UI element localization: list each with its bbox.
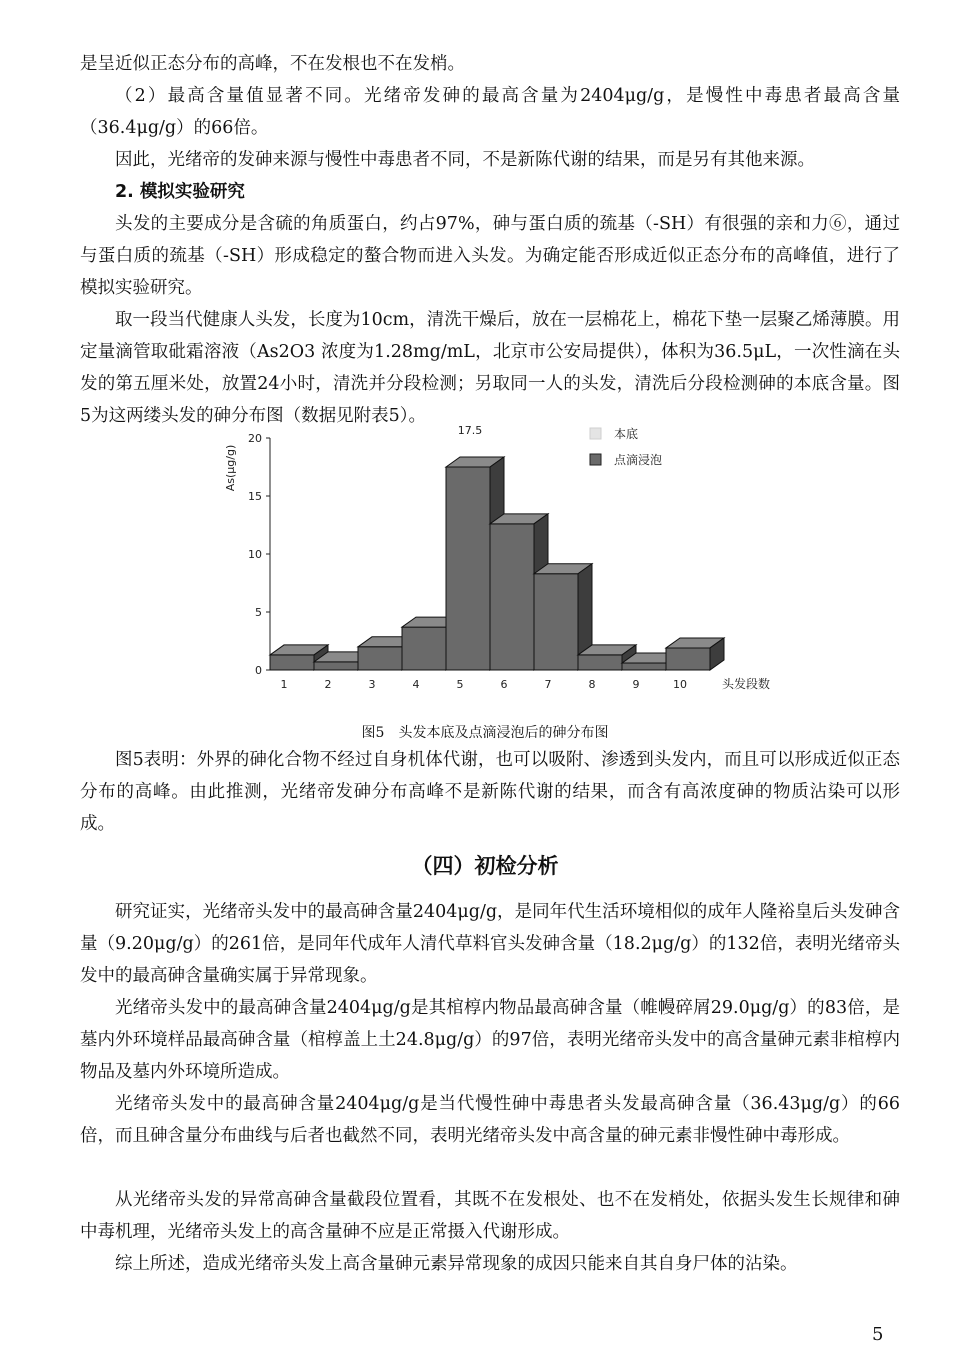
legend-label: 本底	[614, 427, 639, 441]
x-tick-label: 1	[280, 678, 288, 691]
paragraph-2: （2）最高含量值显著不同。光绪帝发砷的最高含量为2404μg/g，是慢性中毒患者最高含量（36.4μg/g）的66倍。	[80, 86, 900, 138]
x-tick-label: 3	[368, 678, 376, 691]
x-tick-label: 9	[632, 678, 640, 691]
paragraph-11: 综上所述，造成光绪帝头发上高含量砷元素异常现象的成因只能来自其自身尸体的沾染。	[115, 1254, 798, 1274]
bar-front	[534, 574, 578, 670]
bar-front	[402, 627, 446, 670]
bar-front	[666, 648, 710, 670]
y-tick-label: 0	[255, 664, 262, 677]
subheading-simulation: 2. 模拟实验研究	[115, 182, 245, 202]
bar-front	[446, 467, 490, 670]
bar-front	[314, 662, 358, 670]
paragraph-8: 光绪帝头发中的最高砷含量2404μg/g是其棺椁内物品最高砷含量（帷幔碎屑29.0μg/g）的83倍，是墓内外环境样品最高砷含量（棺椁盖上土24.8μg/g）的97倍，表明光绪帝头发中的高含量砷元素非棺椁内物品及墓内外环境所造成。	[80, 998, 900, 1082]
paragraph-10: 从光绪帝头发的异常高砷含量截段位置看，其既不在发根处、也不在发梢处，依据头发生长规律和砷中毒机理，光绪帝头发上的高含量砷不应是正常摄入代谢形成。	[80, 1190, 900, 1242]
bar-front	[270, 655, 314, 670]
y-tick-label: 15	[248, 490, 262, 503]
bar-front	[358, 647, 402, 670]
x-tick-label: 2	[324, 678, 332, 691]
bar-front	[490, 524, 534, 670]
bar	[666, 638, 724, 670]
y-tick-label: 20	[248, 432, 262, 445]
x-axis-label: 头发段数	[722, 677, 771, 691]
paragraph-5: 取一段当代健康人头发，长度为10cm，清洗干燥后，放在一层棉花上，棉花下垫一层聚乙烯薄膜。用定量滴管取砒霜溶液（As2O3 浓度为1.28mg/mL，北京市公安局提供），体积为36.5μL，一次性滴在头发的第五厘米处，放置24小时，清洗并分段检测；另取同一人的头发，清洗后分段检测砷的本底含量。图5为这两缕头发的砷分布图（数据见附表5）。	[80, 310, 900, 426]
bar-front	[578, 655, 622, 670]
peak-annotation: 17.5	[457, 424, 483, 437]
x-tick-label: 4	[412, 678, 420, 691]
legend-swatch	[590, 454, 601, 465]
x-tick-label: 6	[500, 678, 508, 691]
paragraph-9: 光绪帝头发中的最高砷含量2404μg/g是当代慢性砷中毒患者头发最高砷含量（36.43μg/g）的66倍，而且砷含量分布曲线与后者也截然不同，表明光绪帝头发中高含量的砷元素非慢性砷中毒形成。	[80, 1094, 900, 1146]
figure-caption: 图5 头发本底及点滴浸泡后的砷分布图	[361, 725, 609, 741]
bar-front	[622, 663, 666, 670]
legend-label: 点滴浸泡	[614, 453, 663, 467]
legend-swatch	[590, 428, 601, 439]
section-title: （四）初检分析	[411, 854, 559, 878]
y-axis-label: As(μg/g)	[224, 444, 237, 492]
paragraph-3: 因此，光绪帝的发砷来源与慢性中毒患者不同，不是新陈代谢的结果，而是另有其他来源。	[115, 150, 815, 170]
paragraph-7: 研究证实，光绪帝头发中的最高砷含量2404μg/g，是同年代生活环境相似的成年人隆裕皇后头发砷含量（9.20μg/g）的261倍，是同年代成年人清代草料官头发砷含量（18.2μg/g）的132倍，表明光绪帝头发中的最高砷含量确实属于异常现象。	[80, 902, 900, 986]
x-tick-label: 7	[544, 678, 552, 691]
figure-5-chart	[220, 420, 780, 710]
page-number: 5	[872, 1324, 884, 1345]
paragraph-6: 图5表明：外界的砷化合物不经过自身机体代谢，也可以吸附、渗透到头发内，而且可以形成近似正态分布的高峰。由此推测，光绪帝发砷分布高峰不是新陈代谢的结果，而含有高浓度砷的物质沾染可以形成。	[80, 750, 900, 834]
paragraph-1: 是呈近似正态分布的高峰，不在发根也不在发梢。	[80, 54, 465, 74]
x-tick-label: 10	[673, 678, 687, 691]
x-tick-label: 5	[456, 678, 464, 691]
y-tick-label: 5	[255, 606, 262, 619]
x-tick-label: 8	[588, 678, 596, 691]
y-tick-label: 10	[248, 548, 262, 561]
paragraph-4: 头发的主要成分是含硫的角质蛋白，约占97%，砷与蛋白质的巯基（-SH）有很强的亲和力⑥，通过与蛋白质的巯基（-SH）形成稳定的螯合物而进入头发。为确定能否形成近似正态分布的高峰值，进行了模拟实验研究。	[80, 214, 900, 298]
